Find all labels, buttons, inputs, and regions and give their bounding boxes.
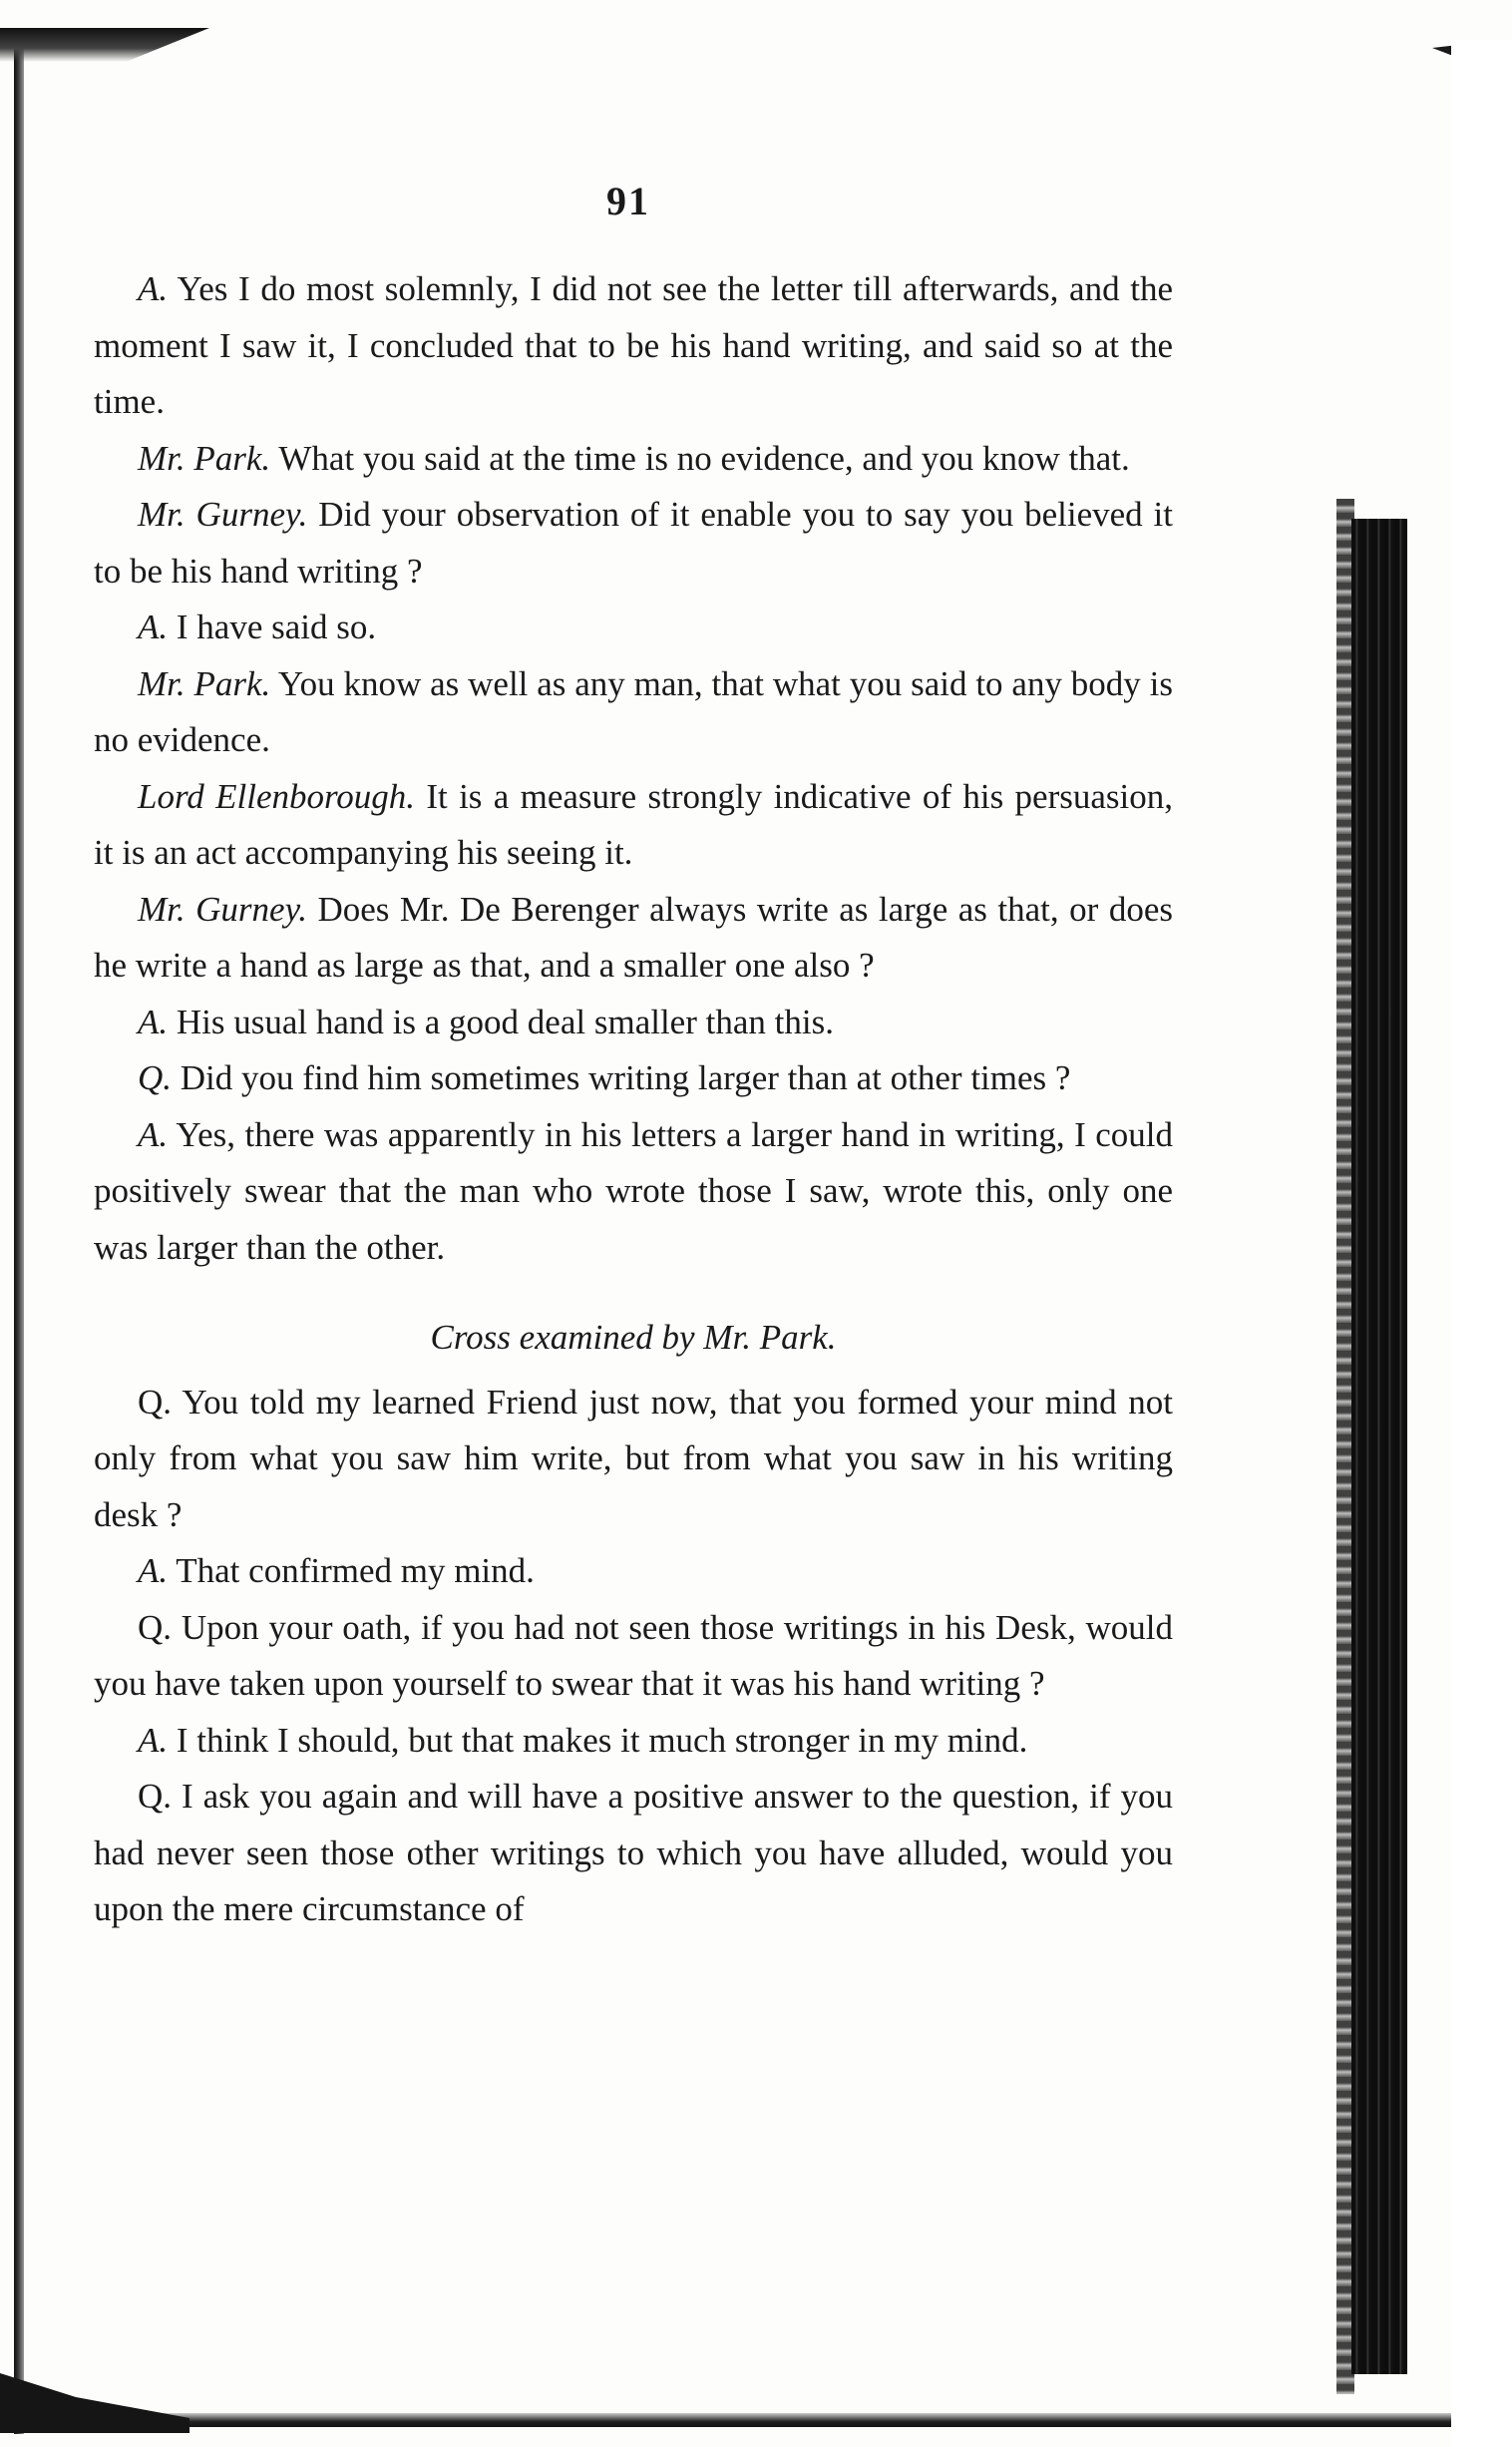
page-outer-margin — [1451, 40, 1512, 2447]
paragraph — [94, 1107, 1173, 1277]
paragraph-text: It is a measure strongly indicative of his persuasion, it is an act accompanying his seeing it. — [94, 776, 1173, 872]
paragraph — [94, 1050, 1173, 1107]
speaker-label: Lord Ellenborough. — [138, 776, 416, 816]
speaker-label: A. — [138, 1002, 169, 1041]
speaker-label: A. — [138, 608, 169, 646]
speaker-label: Q. — [138, 1777, 173, 1816]
paragraph — [94, 261, 1173, 431]
page-bottom-left-corner-shadow — [0, 2373, 189, 2433]
paragraph-text: Did your observation of it enable you to say you believed it to be his hand writing ? — [94, 495, 1174, 591]
paragraph — [94, 769, 1173, 882]
page-left-edge-shadow — [14, 40, 24, 2434]
paragraph-text: You told my learned Friend just now, that you formed your mind not only from what you saw him write, but from what you saw in his writing desk ? — [94, 1382, 1174, 1534]
page-number: 91 — [606, 179, 650, 223]
paragraph-text: Does Mr. De Berenger always write as large as that, or does he write a hand as large as that, and a smaller one also ? — [94, 889, 1173, 985]
paragraph-text: I think I should, but that makes it much stronger in my mind. — [176, 1720, 1028, 1760]
paragraph-text: Yes I do most solemnly, I did not see the letter till afterwards, and the moment I saw it, I concluded that to be his hand writing, and said so at the time. — [94, 269, 1173, 421]
speaker-label: Mr. Gurney. — [138, 889, 307, 929]
paragraph-text: Upon your oath, if you had not seen those writings in his Desk, would you have taken upon yourself to swear that it was his hand writing ? — [94, 1607, 1174, 1703]
speaker-label: Mr. Gurney. — [138, 495, 308, 534]
paragraph — [94, 1600, 1173, 1713]
page-bottom-edge-shadow — [20, 2413, 1492, 2427]
speaker-label: Mr. Park. — [138, 663, 271, 703]
paragraph — [94, 1375, 1173, 1544]
speaker-label: A. — [138, 269, 169, 308]
paragraph — [94, 1543, 1173, 1600]
paragraph — [94, 1769, 1173, 1938]
page-top-left-corner-shadow — [0, 28, 209, 62]
paragraph-text: Yes, there was apparently in his letters a larger hand in writing, I could positively swear that the man who wrote those I saw, wrote this, only one was larger than the other. — [94, 1114, 1173, 1267]
paragraph-text: I have said so. — [176, 608, 377, 646]
paragraph-text: That confirmed my mind. — [176, 1551, 535, 1590]
paragraph — [94, 1713, 1173, 1770]
speaker-label: Q. — [138, 1382, 173, 1422]
speaker-label: A. — [138, 1720, 169, 1760]
speaker-label: A. — [138, 1551, 169, 1590]
paragraph-text: I ask you again and will have a positive answer to the question, if you had never seen those other writings to which you have alluded, would you upon the mere circumstance of — [94, 1777, 1174, 1928]
body-text — [94, 261, 1173, 1938]
paragraph-text: His usual hand is a good deal smaller than this. — [176, 1002, 834, 1041]
paragraph — [94, 431, 1173, 488]
speaker-label: Mr. Park. — [138, 438, 271, 478]
book-binding-spine — [1351, 519, 1407, 2374]
speaker-label: Q. — [138, 1058, 173, 1097]
speaker-label: A. — [138, 1114, 169, 1154]
paragraph — [94, 995, 1173, 1051]
paragraph — [94, 656, 1173, 769]
paragraph-text: What you said at the time is no evidence, and you know that. — [278, 438, 1130, 478]
paragraph-text: You know as well as any man, that what you said to any body is no evidence. — [94, 663, 1173, 759]
speaker-label: Q. — [138, 1607, 173, 1647]
paragraph-text: Did you find him sometimes writing larger than at other times ? — [180, 1058, 1071, 1097]
paragraph — [94, 600, 1173, 656]
section-heading: Cross examined by Mr. Park. — [430, 1318, 837, 1357]
paragraph — [94, 882, 1173, 995]
paragraph — [94, 487, 1173, 600]
